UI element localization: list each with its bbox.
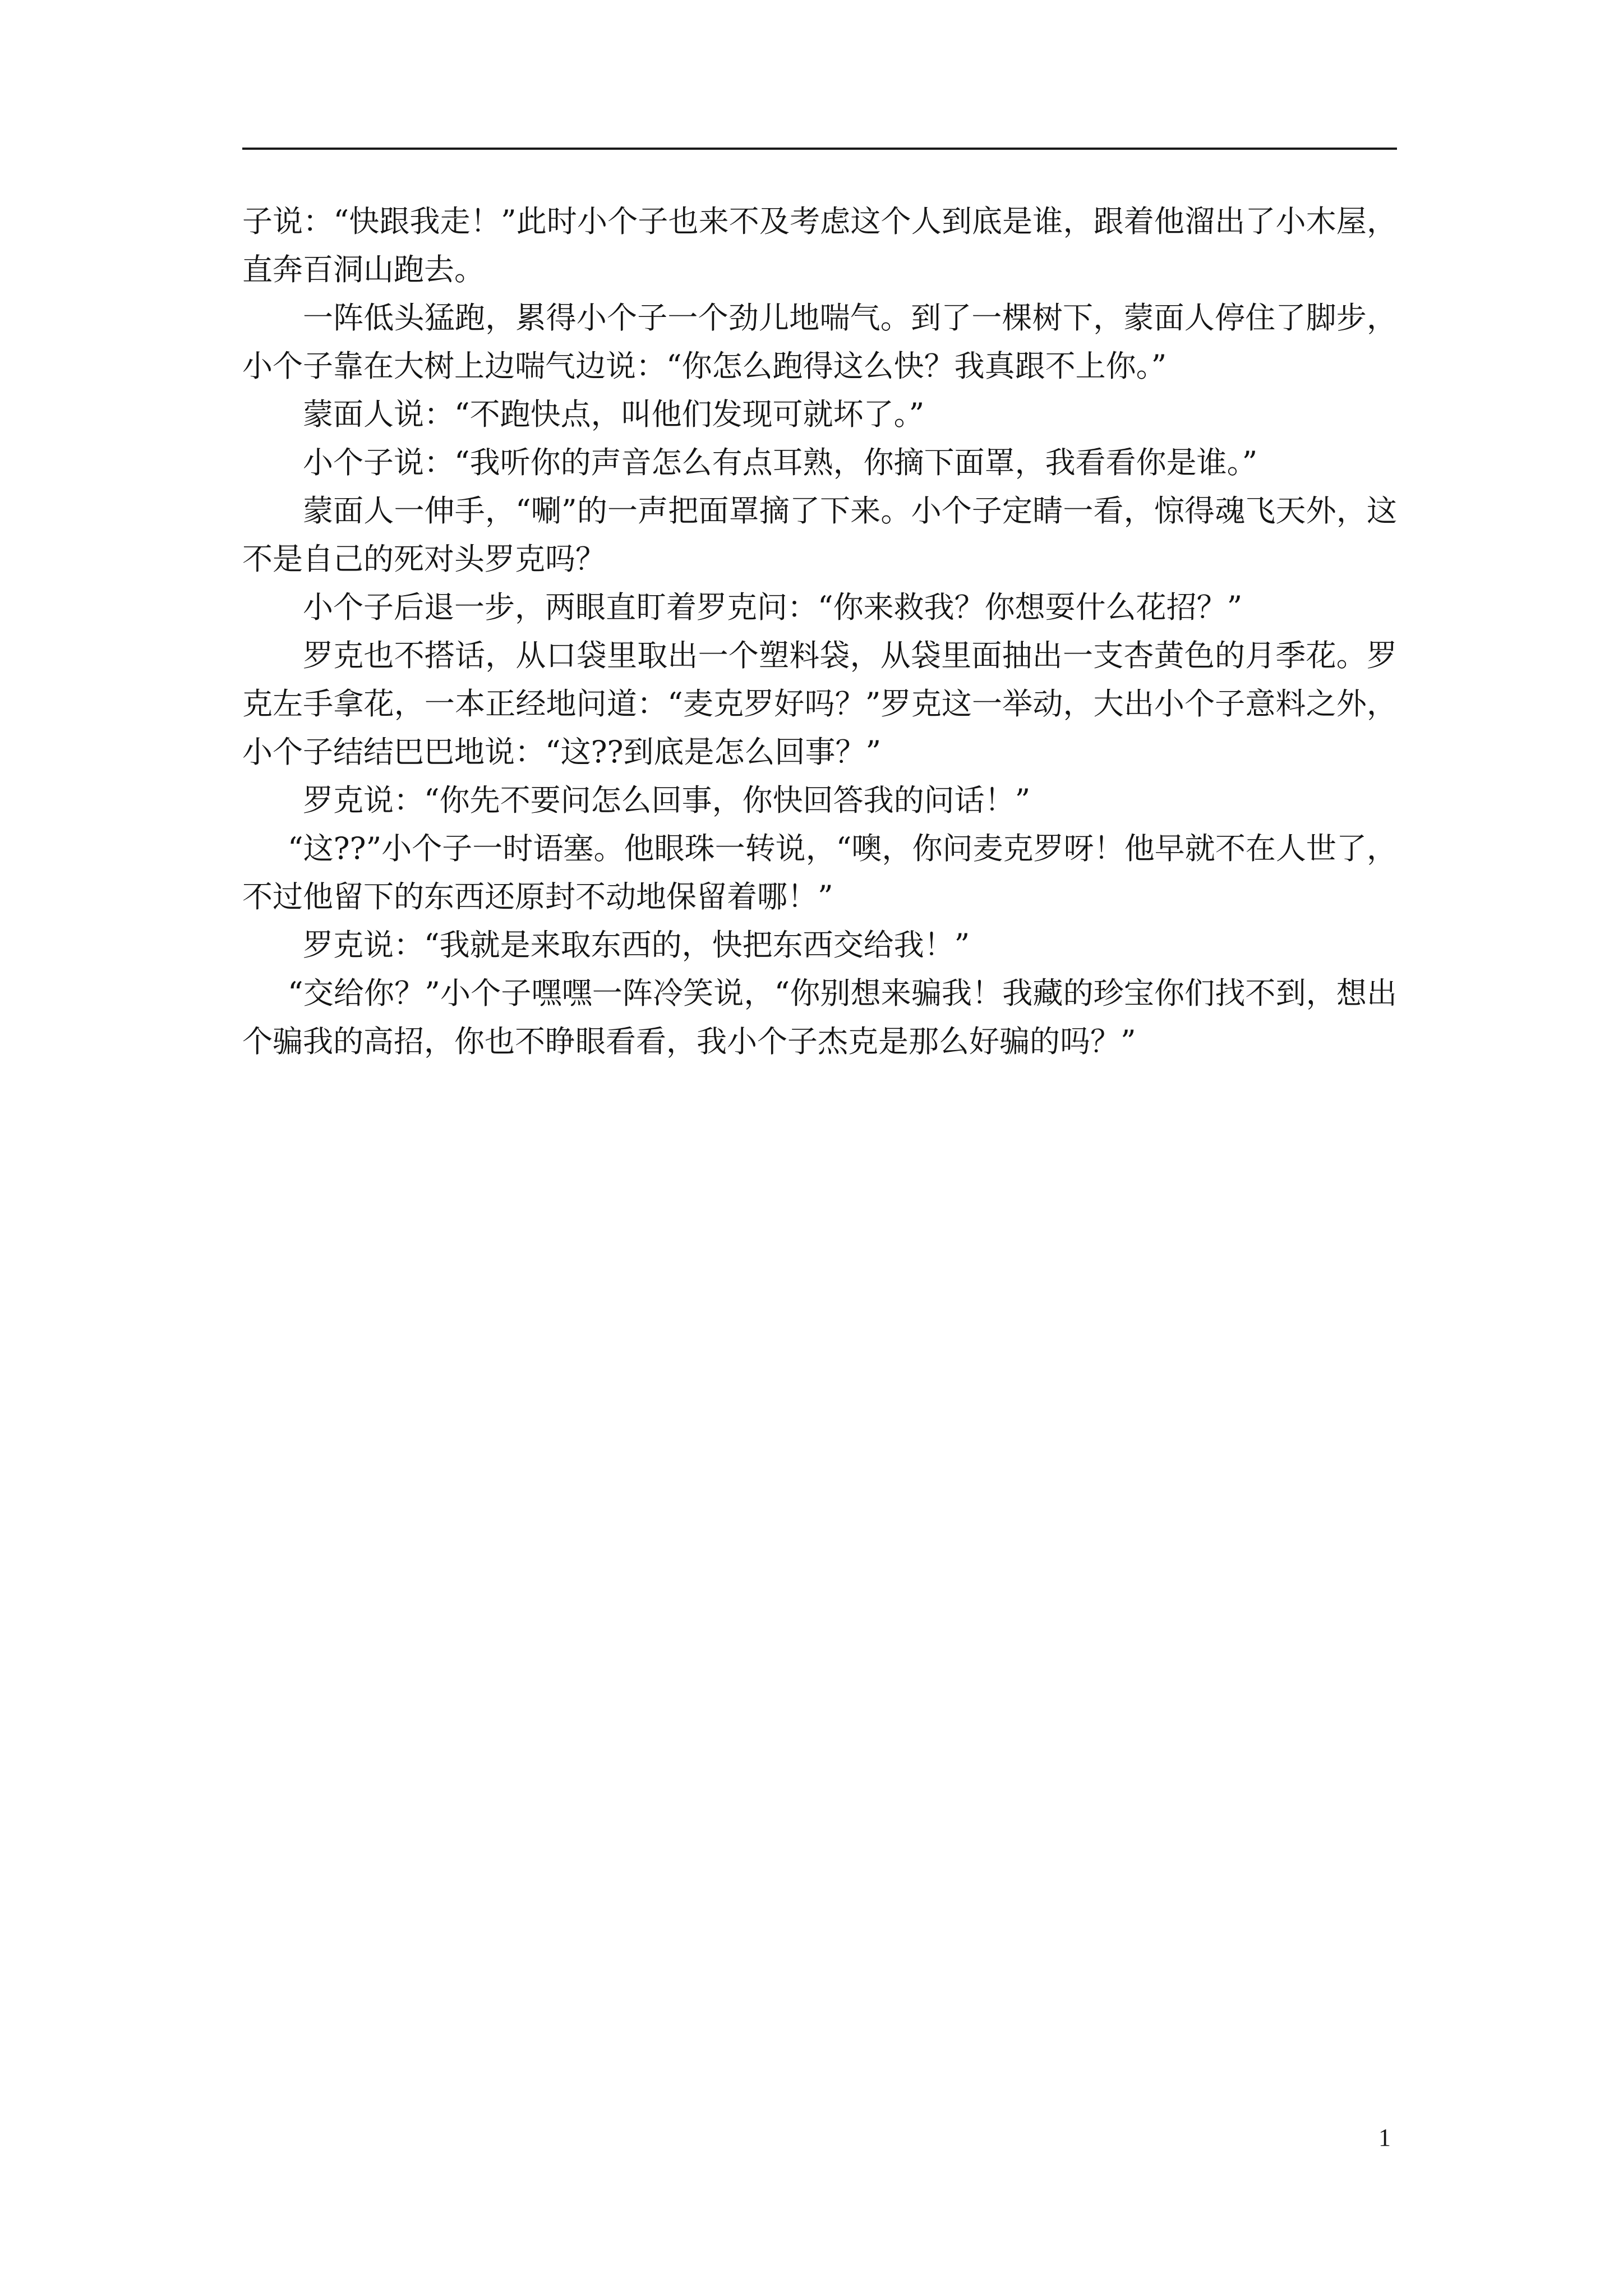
paragraph: 罗克也不搭话，从口袋里取出一个塑料袋，从袋里面抽出一支杏黄色的月季花。罗克左手拿花，一本正经地问道：“麦克罗好吗？”罗克这一举动，大出小个子意料之外，小个子结结巴巴地说：“这??到底是怎么回事？” <box>242 638 1397 770</box>
paragraph: 蒙面人说：“不跑快点，叫他们发现可就坏了。” <box>303 397 925 432</box>
paragraph: 小个子后退一步，两眼直盯着罗克问：“你来救我？你想耍什么花招？” <box>303 590 1243 625</box>
page-number: 1 <box>1378 2124 1391 2151</box>
paragraph: 罗克说：“我就是来取东西的，快把东西交给我！” <box>303 927 970 963</box>
paragraph: 蒙面人一伸手，“唰”的一声把面罩摘了下来。小个子定睛一看，惊得魂飞天外，这不是自己的死对头罗克吗？ <box>242 493 1397 577</box>
paragraph: “交给你？”小个子嘿嘿一阵冷笑说，“你别想来骗我！我藏的珍宝你们找不到，想出个骗我的高招，你也不睁眼看看，我小个子杰克是那么好骗的吗？” <box>242 976 1397 1059</box>
paragraph: “这??”小个子一时语塞。他眼珠一转说，“噢，你问麦克罗呀！他早就不在人世了，不过他留下的东西还原封不动地保留着哪！” <box>242 831 1397 914</box>
header-rule <box>242 148 1397 150</box>
paragraph: 小个子说：“我听你的声音怎么有点耳熟，你摘下面罩，我看看你是谁。” <box>303 445 1258 480</box>
paragraph: 一阵低头猛跑，累得小个子一个劲儿地喘气。到了一棵树下，蒙面人停住了脚步，小个子靠在大树上边喘气边说：“你怎么跑得这么快？我真跟不上你。” <box>242 300 1397 384</box>
paragraph: 子说：“快跟我走！”此时小个子也来不及考虑这个人到底是谁，跟着他溜出了小木屋，直奔百洞山跑去。 <box>242 204 1397 287</box>
document-body <box>242 197 1397 1066</box>
paragraph: 罗克说：“你先不要问怎么回事，你快回答我的问话！” <box>303 783 1031 818</box>
